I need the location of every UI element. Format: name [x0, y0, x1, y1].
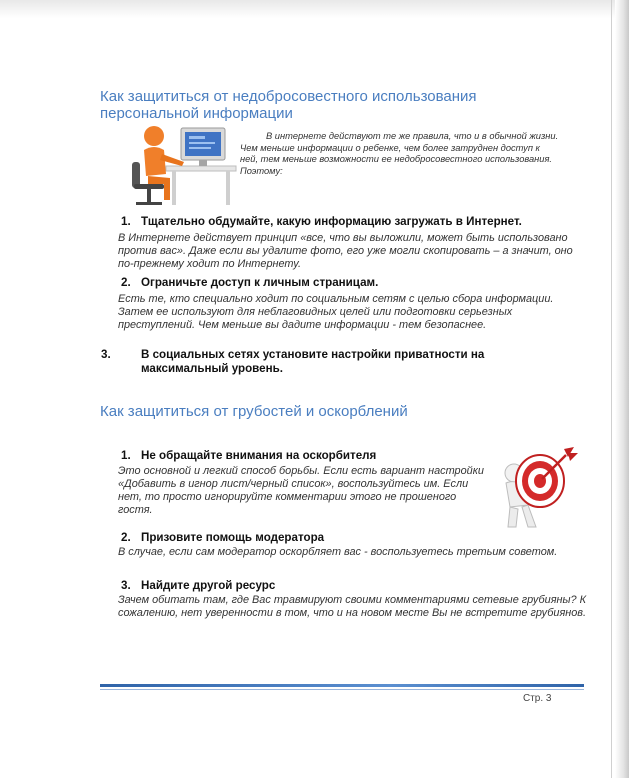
- page-right-edge: [615, 0, 629, 778]
- section1-heading: Как защититься от недобросовестного использования персональной информации: [100, 88, 477, 122]
- item-title-text: Тщательно обдумайте, какую информацию загружать в Интернет.: [141, 215, 522, 228]
- item-title-text: Призовите помощь модератора: [141, 531, 325, 544]
- section2-heading: Как защититься от грубостей и оскорблений: [100, 403, 408, 420]
- section1-item2-text: Есть те, кто специально ходит по социальным сетям с целью сбора информации. Затем ее используют для неблаговидных целей или подготовки серьезных преступлений. Чем меньше вы дадите информации - тем безопаснее.: [118, 293, 554, 331]
- page-number: Стр. 3: [523, 693, 552, 704]
- person-with-target-icon: [492, 443, 582, 531]
- page-top-shadow: [0, 0, 629, 18]
- item-title-text: В социальных сетях установите настройки приватности на максимальный уровень.: [141, 348, 485, 375]
- item-title-text: Не обращайте внимания на оскорбителя: [141, 449, 377, 462]
- section2-item3-title: [121, 579, 541, 593]
- person-at-computer-icon: [126, 122, 238, 208]
- footer-rule: [100, 684, 584, 687]
- item-number: 3.: [121, 579, 131, 592]
- section2-item2-text: В случае, если сам модератор оскорбляет вас - воспользуетесь третьим советом.: [118, 546, 558, 558]
- section2-item1-text: Это основной и легкий способ борьбы. Если есть вариант настройки «Добавить в игнор лист/черный список», воспользуйтесь им. Если нет, то просто игнорируйте комментарии этого не прошеного гостя.: [118, 465, 484, 516]
- section2-item3-text: Зачем обитать там, где Вас травмируют своими комментариями сетевые грубияны? К сожалению, нет уверенности в том, что и на новом месте Вы не встретите грубиянов.: [118, 594, 587, 619]
- item-number: 1.: [121, 449, 131, 462]
- section1-item1-text: В Интернете действует принцип «все, что вы выложили, может быть использовано против вас». Даже если вы удалите фото, его уже могли скопировать – а значит, оно по-прежнему ходит по Интернету.: [118, 232, 573, 270]
- section2-item2-title: [121, 531, 541, 545]
- section1-item1-title: [121, 215, 571, 229]
- page-crease: [611, 0, 612, 778]
- item-number: 2.: [121, 276, 131, 289]
- item-number: 3.: [101, 348, 111, 361]
- section2-item1-title: [121, 449, 481, 463]
- item-number: 2.: [121, 531, 131, 544]
- item-title-text: Найдите другой ресурс: [141, 579, 276, 592]
- section1-intro: В интернете действуют те же правила, что и в обычной жизни. Чем меньше информации о ребенке, чем более затруднен доступ к ней, тем меньше возможности ее недобросовестного использования. Поэтому:: [240, 131, 559, 176]
- footer-rule-thin: [100, 689, 584, 690]
- item-number: 1.: [121, 215, 131, 228]
- item-title-text: Ограничьте доступ к личным страницам.: [141, 276, 379, 289]
- section1-item3-title: [101, 348, 571, 376]
- section1-item2-title: [121, 276, 571, 290]
